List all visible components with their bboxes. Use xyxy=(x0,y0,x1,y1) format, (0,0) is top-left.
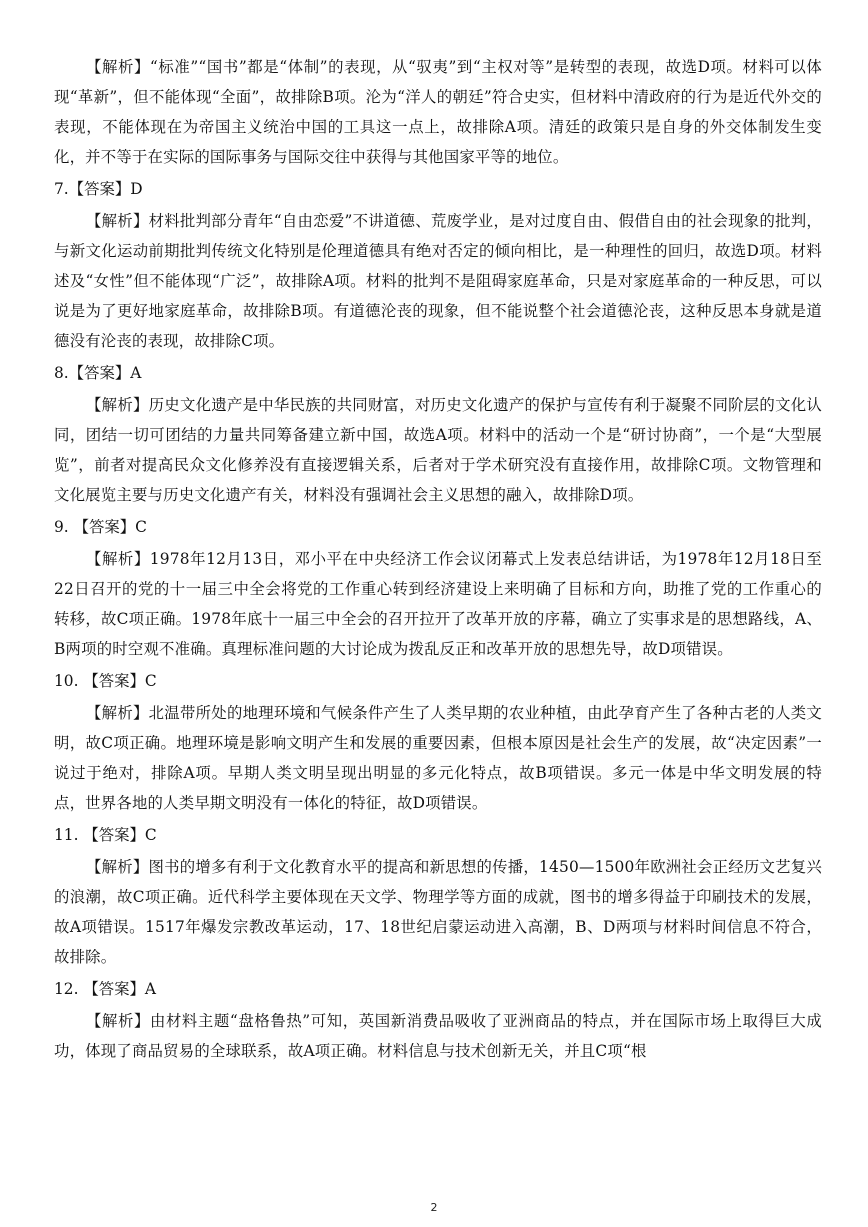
answer-line: 11. 【答案】C xyxy=(54,826,157,844)
answer-line: 8.【答案】A xyxy=(54,364,142,382)
answer-line: 10. 【答案】C xyxy=(54,672,157,690)
question-6-block xyxy=(54,52,822,172)
question-7-block xyxy=(54,174,822,356)
answer-line: 12. 【答案】A xyxy=(54,980,157,998)
question-11-block xyxy=(54,820,822,972)
analysis-text: 【解析】1978年12月13日，邓小平在中央经济工作会议闭幕式上发表总结讲话，为1978年12月18日至22日召开的党的十一届三中全会将党的工作重心转到经济建设上来明确了目标和方向，助推了党的工作重心的转移，故C项正确。1978年底十一届三中全会的召开拉开了改革开放的序幕，确立了实事求是的思想路线，A、B两项的时空观不准确。真理标准问题的大讨论成为拨乱反正和改革开放的思想先导，故D项错误。 xyxy=(54,550,822,658)
analysis-text: 【解析】图书的增多有利于文化教育水平的提高和新思想的传播，1450—1500年欧洲社会正经历文艺复兴的浪潮，故C项正确。近代科学主要体现在天文学、物理学等方面的成就，图书的增多得益于印刷技术的发展，故A项错误。1517年爆发宗教改革运动，17、18世纪启蒙运动进入高潮，B、D两项与材料时间信息不符合，故排除。 xyxy=(54,858,822,966)
page-number: 2 xyxy=(430,1201,438,1214)
analysis-text: 【解析】北温带所处的地理环境和气候条件产生了人类早期的农业种植，由此孕育产生了各种古老的人类文明，故C项正确。地理环境是影响文明产生和发展的重要因素，但根本原因是社会生产的发展，故“决定因素”一说过于绝对，排除A项。早期人类文明呈现出明显的多元化特点，故B项错误。多元一体是中华文明发展的特点，世界各地的人类早期文明没有一体化的特征，故D项错误。 xyxy=(54,704,822,812)
analysis-text: 【解析】历史文化遗产是中华民族的共同财富，对历史文化遗产的保护与宣传有利于凝聚不同阶层的文化认同，团结一切可团结的力量共同筹备建立新中国，故选A项。材料中的活动一个是“研讨协商”，一个是“大型展览”，前者对提高民众文化修养没有直接逻辑关系，后者对于学术研究没有直接作用，故排除C项。文物管理和文化展览主要与历史文化遗产有关，材料没有强调社会主义思想的融入，故排除D项。 xyxy=(54,396,822,504)
question-9-block xyxy=(54,512,822,664)
analysis-text: 【解析】由材料主题“盘格鲁热”可知，英国新消费品吸收了亚洲商品的特点，并在国际市场上取得巨大成功，体现了商品贸易的全球联系，故A项正确。材料信息与技术创新无关，并且C项“根 xyxy=(54,1012,822,1060)
answer-line: 7.【答案】D xyxy=(54,180,143,198)
question-8-block xyxy=(54,358,822,510)
analysis-text: 【解析】“标准”“国书”都是“体制”的表现，从“驭夷”到“主权对等”是转型的表现，故选D项。材料可以体现“革新”，但不能体现“全面”，故排除B项。沦为“洋人的朝廷”符合史实，但材料中清政府的行为是近代外交的表现，不能体现在为帝国主义统治中国的工具这一点上，故排除A项。清廷的政策只是自身的外交体制发生变化，并不等于在实际的国际事务与国际交往中获得与其他国家平等的地位。 xyxy=(54,58,822,166)
answer-explanations xyxy=(54,52,822,1068)
analysis-text: 【解析】材料批判部分青年“自由恋爱”不讲道德、荒废学业，是对过度自由、假借自由的社会现象的批判，与新文化运动前期批判传统文化特别是伦理道德具有绝对否定的倾向相比，是一种理性的回归，故选D项。材料述及“女性”但不能体现“广泛”，故排除A项。材料的批判不是阻碍家庭革命，只是对家庭革命的一种反思，可以说是为了更好地家庭革命，故排除B项。有道德沦丧的现象，但不能说整个社会道德沦丧，这种反思本身就是道德没有沦丧的表现，故排除C项。 xyxy=(54,212,822,350)
question-10-block xyxy=(54,666,822,818)
answer-line: 9. 【答案】C xyxy=(54,518,147,536)
question-12-block xyxy=(54,974,822,1066)
